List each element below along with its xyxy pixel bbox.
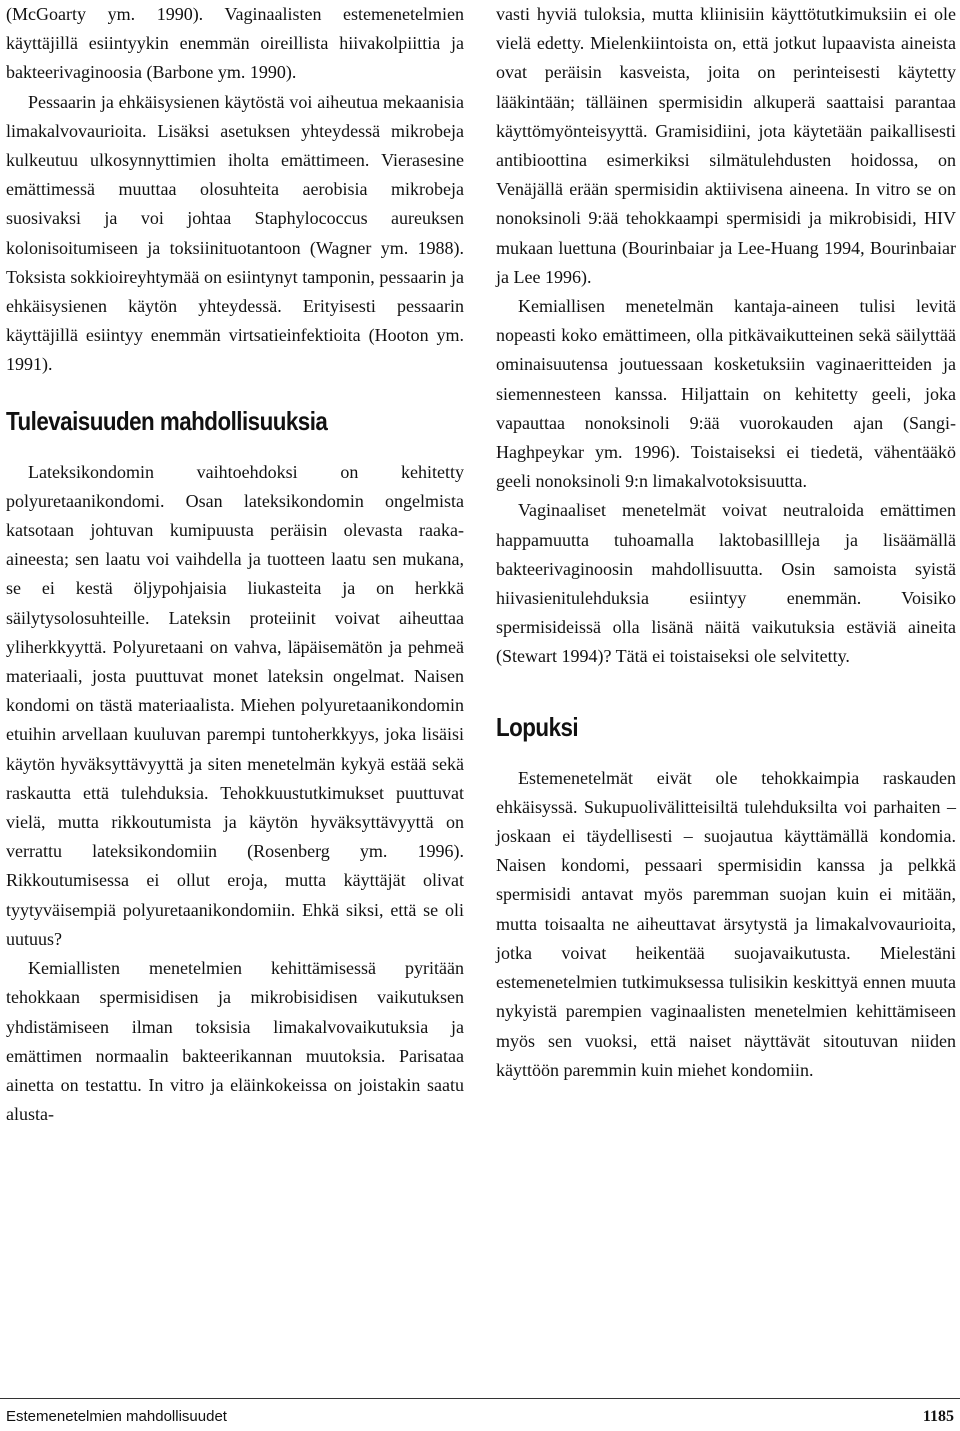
paragraph: (McGoarty ym. 1990). Vaginaalisten estemenetelmien käyttäjillä esiintyykin enemmän oireillista hiivakolpiittia ja bakteerivaginoosia (Barbone ym. 1990). [6, 4, 464, 83]
section-heading-conclusion: Lopuksi [496, 711, 579, 742]
right-column [496, 0, 956, 1085]
footer-divider [0, 1398, 960, 1399]
page-number: 1185 [922, 1408, 954, 1425]
paragraph: Lateksikondomin vaihtoehdoksi on kehitetty polyuretaanikondomi. Osan lateksikondomin ongelmista katsotaan johtuvan kumipuusta peräisin olevasta raaka-aineesta; sen laatu voi vaihdella ja tuotteen laatu sen mukana, se ei kestä öljypohjaisia liukasteita ja on herkkä säilytysolosuhteille. Lateksin proteiinit voivat aiheuttaa yliherkkyyttä. Polyuretaani on vahva, läpäisemätön ja pehmeä materiaali, josta puuttuvat monet lateksin ongelmat. Naisen kondomi on tästä materiaalista. Miehen polyuretaanikondomin etuihin arvellaan kuuluvan parempi tuntoherkkyys, joka lisäisi käytön hyväksyttävyyttä ja siten menetelmän kykyä estää sekä raskautta että tulehduksia. Tehokkuustutkimukset puuttuvat vielä, mutta rikkoutumista ja käytön hyväksyttävyyttä on verrattu lateksikondomiin (Rosenberg ym. 1996). Rikkoutumisessa ei ollut eroja, mutta käyttäjät olivat tyytyväisempiä polyuretaanikondomiin. Ehkä siksi, että se oli uutuus? [6, 461, 464, 949]
paragraph: Pessaarin ja ehkäisysienen käytöstä voi aiheutua mekaanisia limakalvovaurioita. Lisäksi asetuksen yhteydessä mikrobeja kulkeutuu ulkosynnyttimien iholta emättimeen. Vierasesine emättimessä muuttaa olosuhteita aerobisia mikrobeja suosivaksi ja voi johtaa Staphylococcus aureuksen kolonisoitumiseen ja toksiinituotantoon (Wagner ym. 1988). Toksista sokkioireyhtymää on esiintynyt tamponin, pessaarin ja ehkäisysienen käytön yhteydessä. Erityisesti pessaarin käyttäjillä esiintyy enemmän virtsatieinfektioita (Hooton ym. 1991). [6, 91, 464, 375]
left-column [6, 0, 464, 1129]
paragraph: Vaginaaliset menetelmät voivat neutraloida emättimen happamuutta tuhoamalla laktobasillleja ja lisäämällä bakteerivaginoosin mahdollisuutta. Osin samoista syistä hiivasienitulehduksia esiintyy enemmän. Voisiko spermisideissä olla lisänä näitä vaikutuksia estäviä aineita (Stewart 1994)? Tätä ei toistaiseksi ole selvitetty. [496, 500, 956, 667]
paragraph: Kemiallisen menetelmän kantaja-aineen tulisi levitä nopeasti koko emättimeen, olla pitkävaikutteinen sekä säilyttää ominaisuutensa joutuessaan kosketuksiin vaginaeritteiden ja siemennesteen kanssa. Hiljattain on kehitetty geeli, joka vapauttaa nonoksinoli 9:ää vuorokauden ajan (Sangi-Haghpeykar ym. 1996). Toistaiseksi ei tiedetä, vähentääkö geeli nonoksinoli 9:n limakalvotoksisuutta. [496, 296, 956, 492]
paragraph: Estemenetelmät eivät ole tehokkaimpia raskauden ehkäisyssä. Sukupuolivälitteisiltä tulehduksilta voi parhaiten – joskaan ei täydellisesti – suojautua käyttämällä kondomia. Naisen kondomi, pessaari spermisidin kanssa ja pelkkä spermisidi antavat myös paremman suojan kuin ei mitään, mutta toisaalta ne aiheuttavat ärsytystä ja limakalvovaurioita, jotka voivat heikentää suojavaikutusta. Mielestäni estemenetelmien tutkimuksessa tulisikin keskittyä ennen muuta nykyistä parempien vaginaalisten menetelmien kehittämiseen myös sen vuoksi, että naiset näyttävät sitoutuvan niiden käyttöön paremmin kuin miehet kondomiin. [496, 767, 956, 1080]
paragraph: Kemiallisten menetelmien kehittämisessä pyritään tehokkaan spermisidisen ja mikrobisidisen vaikutuksen yhdistämiseen ilman toksisia limakalvovaikutuksia ja emättimen normaalin bakteerikannan muutoksia. Parisataa ainetta on testattu. In vitro ja eläinkokeissa on joistakin saatu alusta- [6, 958, 464, 1125]
paragraph: vasti hyviä tuloksia, mutta kliinisiin käyttötutkimuksiin ei ole vielä edetty. Mielenkiintoista on, että jotkut lupaavista aineista ovat peräisin kasveista, joita on perinteisesti käytetty lääkintään; tälläinen spermisidin alkuperä saattaisi parantaa käyttömyönteisyyttä. Gramisidiini, jota käytetään paikallisesti antibioottina esimerkiksi silmätulehdusten hoidossa, on Venäjällä erään spermisidin aktiivisena aineena. In vitro se on nonoksinoli 9:ää tehokkaampi spermisidi ja mikrobisidi, HIV mukaan luettuna (Bourinbaiar ja Lee-Huang 1994, Bourinbaiar ja Lee 1996). [496, 4, 956, 287]
section-heading-future: Tulevaisuuden mahdollisuuksia [6, 405, 328, 436]
running-footer-title: Estemenetelmien mahdollisuudet [6, 1408, 227, 1425]
